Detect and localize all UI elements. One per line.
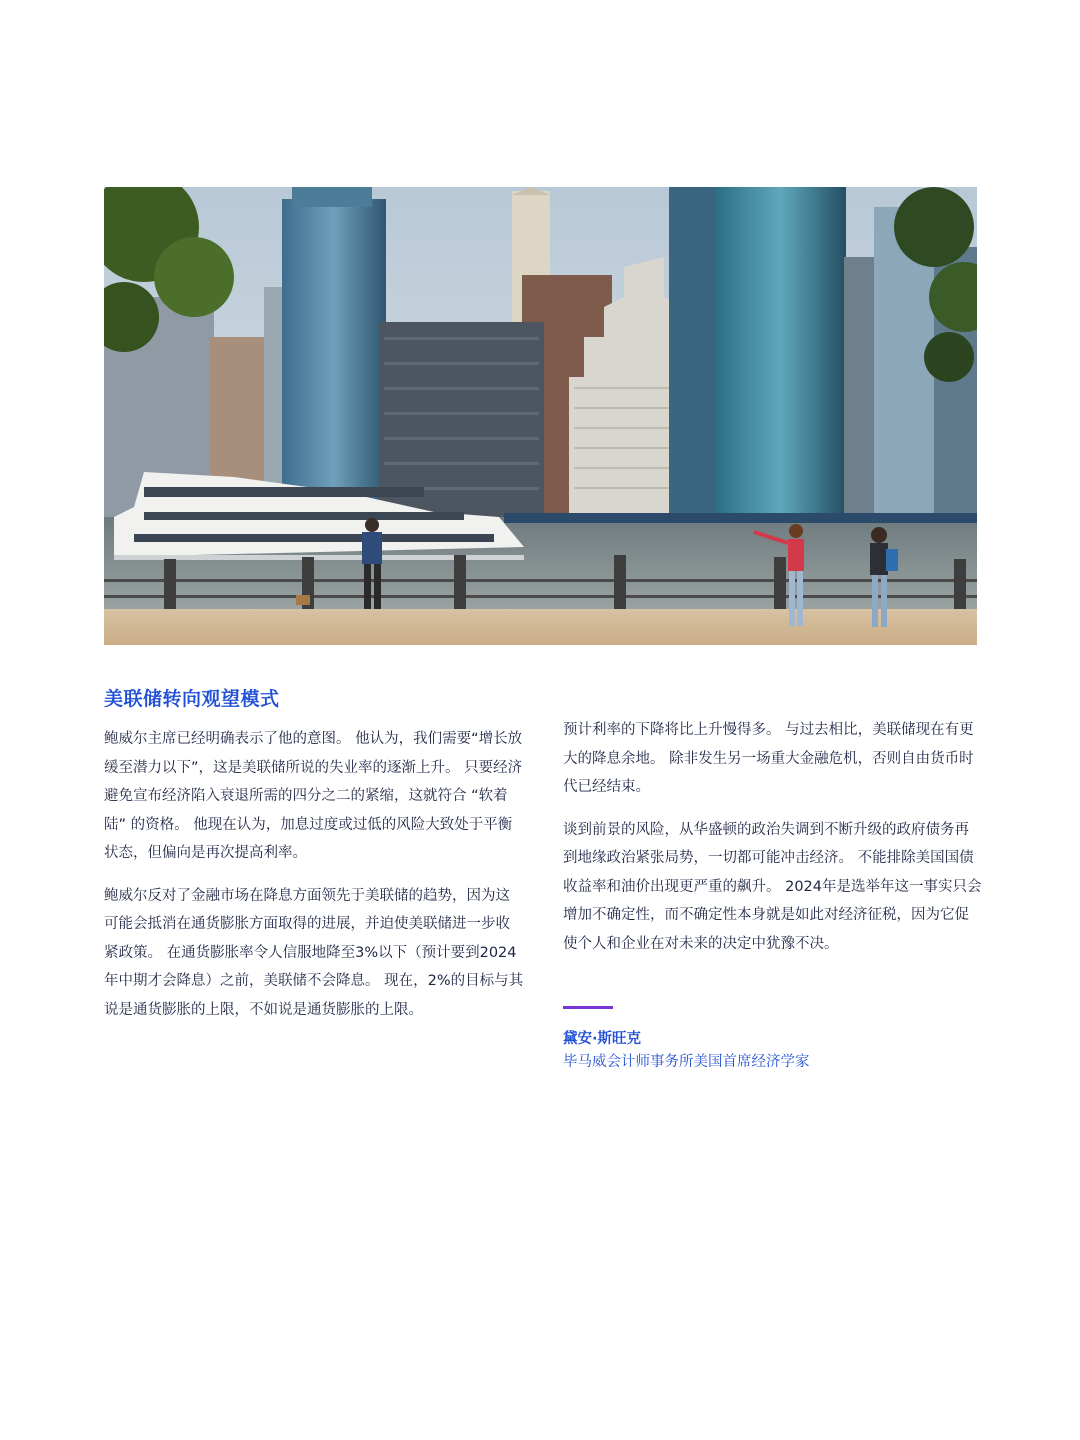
- section-heading: 美联储转向观望模式: [104, 688, 280, 710]
- paragraph: 鲍威尔主席已经明确表示了他的意图。 他认为，我们需要“增长放缓至潜力以下”，这是美联储所说的失业率的逐渐上升。 只要经济避免宣布经济陷入衰退所需的四分之二的紧缩，这就符合 “软着陆” 的资格。 他现在认为，加息过度或过低的风险大致处于平衡状态，但偏向是再次提高利率。: [104, 731, 523, 861]
- skyline-photo: [104, 187, 977, 645]
- right-column: [563, 716, 983, 972]
- paragraph: 预计利率的下降将比上升慢得多。 与过去相比，美联储现在有更大的降息余地。 除非发生另一场重大金融危机，否则自由货币时代已经结束。: [563, 722, 974, 795]
- paragraph: 鲍威尔反对了金融市场在降息方面领先于美联储的趋势，因为这可能会抵消在通货膨胀方面取得的进展，并迫使美联储进一步收紧政策。 在通货膨胀率令人信服地降至3%以下（预计要到2024年中期才会降息）之前，美联储不会降息。 现在，2%的目标与其说是通货膨胀的上限，不如说是通货膨胀的上限。: [104, 887, 524, 1018]
- author-divider: [563, 1006, 613, 1009]
- paragraph: 谈到前景的风险，从华盛顿的政治失调到不断升级的政府债务再到地缘政治紧张局势，一切都可能冲击经济。 不能排除美国国债收益率和油价出现更严重的飙升。 2024年是选举年这一事实只会增加不确定性，而不确定性本身就是如此对经济征税，因为它促使个人和企业在对未来的决定中犹豫不决。: [563, 821, 982, 952]
- author-title: 毕马威会计师事务所美国首席经济学家: [563, 1054, 810, 1070]
- left-column: [104, 725, 524, 1038]
- author-name: 黛安·斯旺克: [563, 1031, 642, 1047]
- city-skyline-waterfront-photo: [104, 187, 977, 645]
